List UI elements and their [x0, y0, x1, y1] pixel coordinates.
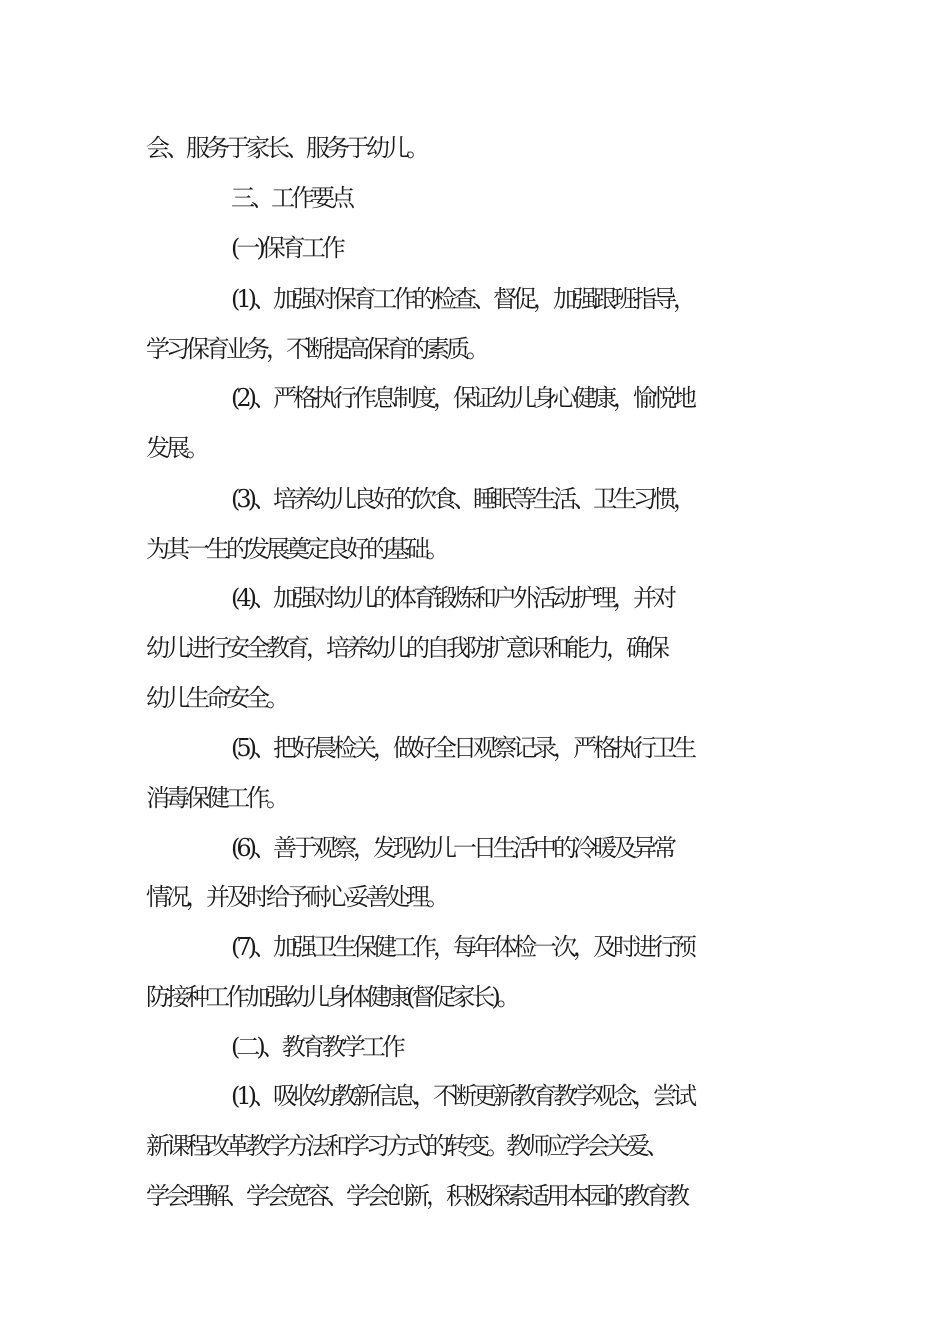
paragraph-line: 消毒保健工作。 — [146, 784, 286, 812]
paragraph-line: (6)、善于观察，发现幼儿一日生活中的冷暖及异常 — [231, 834, 673, 862]
paragraph-line: 学习保育业务，不断提高保育的素质。 — [146, 335, 486, 363]
paragraph-line: 新课程改革教学方法和学习方式的转变。教师应学会关爱、 — [146, 1132, 666, 1160]
paragraph-line: 为其一生的发展奠定良好的基础。 — [146, 535, 446, 563]
paragraph-line: (1)、吸收幼教新信息，不断更新教育教学观念，尝试 — [231, 1082, 693, 1110]
paragraph-line: 防接种工作加强幼儿身体健康(督促家长)。 — [146, 983, 517, 1011]
paragraph-line: (1)、加强对保育工作的检查、督促，加强跟班指导， — [231, 285, 693, 313]
paragraph-line: (7)、加强卫生保健工作，每年体检一次，及时进行预 — [231, 933, 693, 961]
paragraph-line: 学会理解、学会宽容、学会创新，积极探索适用本园的教育教 — [146, 1182, 686, 1210]
paragraph-line: 情况，并及时给予耐心妥善处理。 — [146, 883, 446, 911]
paragraph-line: (2)、严格执行作息制度，保证幼儿身心健康，愉悦地 — [231, 384, 693, 412]
subsection-heading: (二)、教育教学工作 — [231, 1033, 402, 1061]
paragraph-line: (3)、培养幼儿良好的饮食、睡眠等生活、卫生习惯， — [231, 485, 693, 513]
paragraph-line: 会、服务于家长、服务于幼儿。 — [146, 134, 426, 162]
section-heading: 三、工作要点 — [231, 184, 351, 212]
paragraph-line: (5)、把好晨检关，做好全日观察记录，严格执行卫生 — [231, 734, 693, 762]
paragraph-line: 发展。 — [146, 434, 206, 462]
paragraph-line: 幼儿生命安全。 — [146, 684, 286, 712]
paragraph-line: 幼儿进行安全教育，培养幼儿的自我防扩意识和能力，确保 — [146, 634, 666, 662]
paragraph-line: (4)、加强对幼儿的体育锻炼和户外活动护理，并对 — [231, 584, 673, 612]
subsection-heading: (一)保育工作 — [231, 234, 342, 262]
